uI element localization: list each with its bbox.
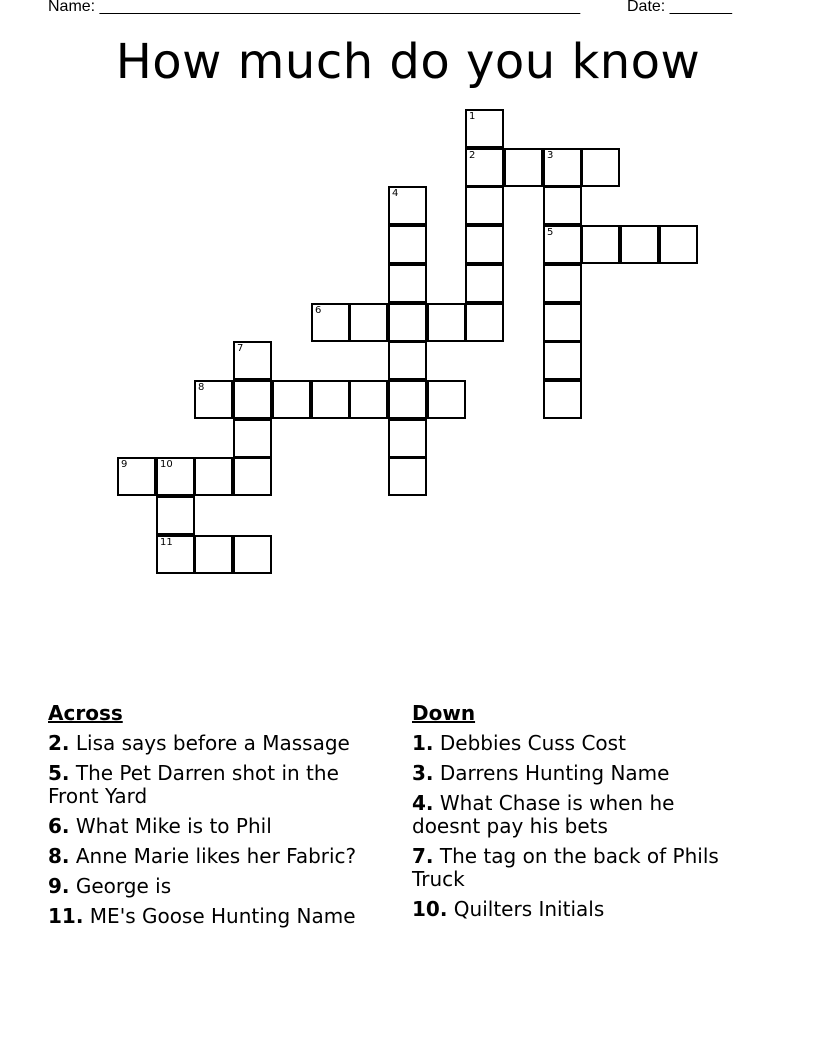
grid-cell[interactable] [388, 419, 427, 458]
clue-text: Lisa says before a Massage [75, 731, 350, 755]
clue-item [48, 905, 378, 928]
clue-number: 2. [48, 731, 70, 755]
grid-cell[interactable] [543, 186, 582, 225]
cell-number: 3 [547, 150, 554, 161]
grid-cell[interactable] [427, 303, 466, 342]
grid-cell[interactable] [117, 457, 156, 496]
across-heading: Across [48, 701, 123, 725]
clue-item [412, 762, 742, 785]
clue-text: The Pet Darren shot in the Front Yard [48, 761, 339, 808]
grid-cell[interactable] [194, 535, 233, 574]
cell-number: 5 [547, 227, 554, 238]
grid-cell[interactable] [388, 457, 427, 496]
cell-number: 1 [469, 111, 476, 122]
clue-number: 6. [48, 814, 70, 838]
clue-number: 9. [48, 874, 70, 898]
grid-cell[interactable] [465, 148, 504, 187]
clue-item [48, 845, 378, 868]
grid-cell[interactable] [233, 419, 272, 458]
grid-cell[interactable] [581, 148, 620, 187]
clue-item [48, 815, 378, 838]
clue-number: 10. [412, 897, 448, 921]
cell-number: 7 [237, 343, 244, 354]
grid-cell[interactable] [349, 380, 388, 419]
clue-number: 1. [412, 731, 434, 755]
clue-item [412, 792, 742, 838]
clue-number: 3. [412, 761, 434, 785]
grid-cell[interactable] [388, 380, 427, 419]
clue-text: George is [75, 874, 172, 898]
clue-item [48, 762, 378, 808]
grid-cell[interactable] [620, 225, 659, 264]
clue-item [412, 898, 742, 921]
clue-number: 5. [48, 761, 70, 785]
clue-number: 11. [48, 904, 84, 928]
grid-cell[interactable] [156, 535, 195, 574]
grid-cell[interactable] [233, 380, 272, 419]
clue-text: What Chase is when he doesnt pay his bets [412, 791, 675, 838]
clue-item [412, 845, 742, 891]
across-clues [48, 702, 378, 935]
grid-cell[interactable] [543, 225, 582, 264]
name-field-line: Name: ______________________________________________________ [48, 0, 581, 15]
grid-cell[interactable] [388, 264, 427, 303]
grid-cell[interactable] [659, 225, 698, 264]
page-title: How much do you know [115, 34, 701, 90]
grid-cell[interactable] [388, 225, 427, 264]
grid-cell[interactable] [311, 380, 350, 419]
grid-cell[interactable] [194, 380, 233, 419]
clue-item [48, 732, 378, 755]
cell-number: 9 [121, 459, 128, 470]
cell-number: 4 [392, 188, 399, 199]
grid-cell[interactable] [465, 225, 504, 264]
grid-cell[interactable] [543, 303, 582, 342]
clue-text: The tag on the back of Phils Truck [412, 844, 719, 891]
down-heading: Down [412, 701, 476, 725]
clue-number: 4. [412, 791, 434, 815]
cell-number: 10 [160, 459, 173, 470]
down-clues [412, 702, 742, 928]
grid-cell[interactable] [504, 148, 543, 187]
grid-cell[interactable] [233, 341, 272, 380]
grid-cell[interactable] [311, 303, 350, 342]
grid-cell[interactable] [543, 148, 582, 187]
grid-cell[interactable] [388, 303, 427, 342]
grid-cell[interactable] [349, 303, 388, 342]
clue-item [412, 732, 742, 755]
grid-cell[interactable] [465, 303, 504, 342]
grid-cell[interactable] [272, 380, 311, 419]
cell-number: 8 [198, 382, 205, 393]
clue-number: 7. [412, 844, 434, 868]
grid-cell[interactable] [543, 380, 582, 419]
clue-text: What Mike is to Phil [75, 814, 272, 838]
grid-cell[interactable] [581, 225, 620, 264]
grid-cell[interactable] [233, 457, 272, 496]
clue-text: Anne Marie likes her Fabric? [75, 844, 357, 868]
grid-cell[interactable] [465, 109, 504, 148]
grid-cell[interactable] [156, 457, 195, 496]
grid-cell[interactable] [388, 186, 427, 225]
grid-cell[interactable] [465, 264, 504, 303]
clue-item [48, 875, 378, 898]
grid-cell[interactable] [465, 186, 504, 225]
grid-cell[interactable] [543, 264, 582, 303]
grid-cell[interactable] [388, 341, 427, 380]
date-field-line: Date: _______ [627, 0, 732, 15]
clue-text: Quilters Initials [453, 897, 605, 921]
clue-text: Darrens Hunting Name [439, 761, 670, 785]
clue-text: ME's Goose Hunting Name [89, 904, 356, 928]
grid-cell[interactable] [543, 341, 582, 380]
clue-number: 8. [48, 844, 70, 868]
cell-number: 2 [469, 150, 476, 161]
grid-cell[interactable] [427, 380, 466, 419]
grid-cell[interactable] [194, 457, 233, 496]
cell-number: 6 [315, 305, 322, 316]
cell-number: 11 [160, 537, 173, 548]
grid-cell[interactable] [233, 535, 272, 574]
grid-cell[interactable] [156, 496, 195, 535]
clue-text: Debbies Cuss Cost [439, 731, 626, 755]
